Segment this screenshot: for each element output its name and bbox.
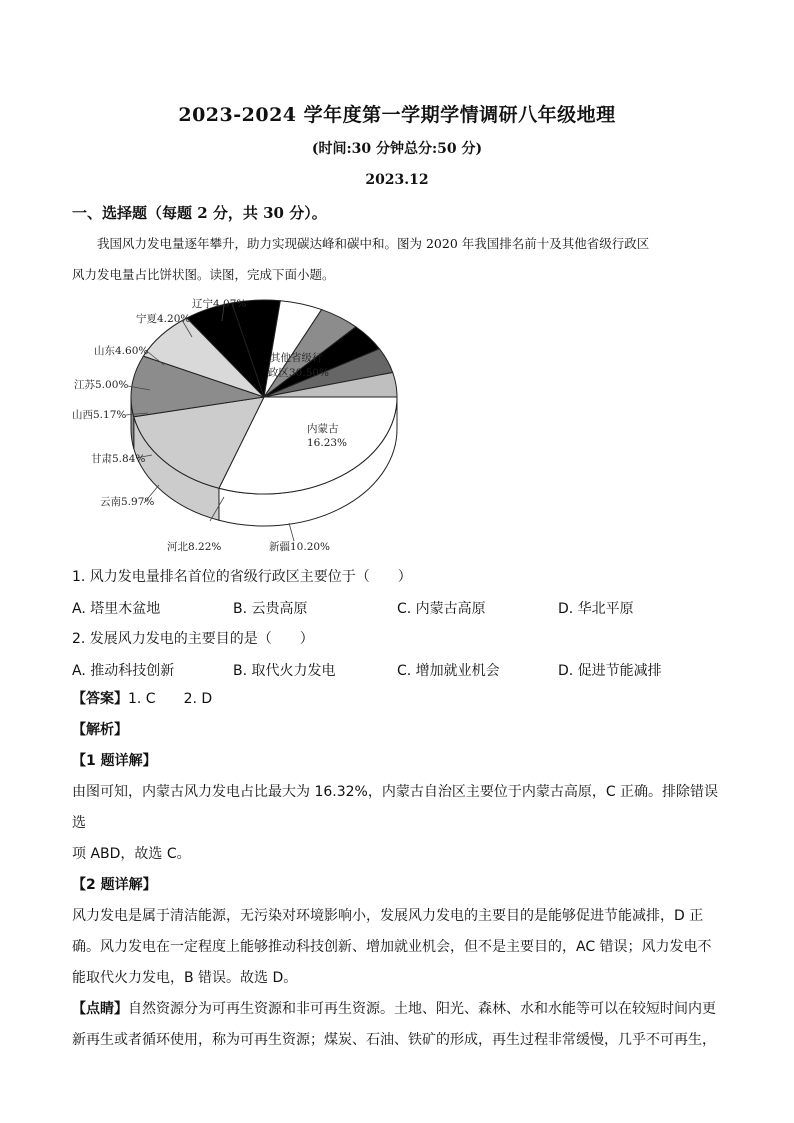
q1-option-b[interactable]: B. 云贵高原 <box>233 601 308 617</box>
exam-time-info: (时间:30 分钟总分:50 分) <box>311 141 483 157</box>
page-title: 2023-2024 学年度第一学期学情调研八年级地理 <box>178 104 616 126</box>
label-shanxi: 山西5.17% <box>72 409 127 421</box>
tip-text-1: 自然资源分为可再生资源和非可再生资源。土地、阳光、森林、水和水能等可以在较短时间内更 <box>128 1001 716 1017</box>
detail-1-line-1: 由图可知，内蒙古风力发电占比最大为 16.32%，内蒙古自治区主要位于内蒙古高原，C 正确。排除错误选 <box>72 784 719 831</box>
q1-option-a[interactable]: A. 塔里木盆地 <box>72 601 161 617</box>
detail-1-line-2: 项 ABD，故选 C。 <box>72 846 191 862</box>
detail-2-line-3: 能取代火力发电，B 错误。故选 D。 <box>72 970 298 986</box>
detail-2-line-2: 确。风力发电在一定程度上能够推动科技创新、增加就业机会，但不是主要目的，AC 错误；风力发电不 <box>72 939 712 955</box>
tip-line-2: 新再生或者循环使用，称为可再生资源；煤炭、石油、铁矿的形成，再生过程非常缓慢，几乎不可再生， <box>72 1032 716 1048</box>
answer-analysis-block <box>72 684 724 1056</box>
label-nmg-line2: 16.23% <box>307 437 348 449</box>
q2-option-b[interactable]: B. 取代火力发电 <box>233 663 336 679</box>
q2-option-c[interactable]: C. 增加就业机会 <box>397 663 500 679</box>
section-heading: 一、选择题（每题 2 分，共 30 分）。 <box>72 204 327 222</box>
q1-option-d[interactable]: D. 华北平原 <box>558 601 634 617</box>
intro-line-2: 风力发电量占比饼状图。读图，完成下面小题。 <box>72 267 335 282</box>
label-nmg-line1: 内蒙古 <box>307 423 339 435</box>
label-jiangsu: 江苏5.00% <box>74 379 129 391</box>
exam-date: 2023.12 <box>365 172 429 188</box>
answer-text: 1. C 2. D <box>128 691 213 707</box>
label-xinjiang: 新疆10.20% <box>269 541 331 553</box>
label-hebei: 河北8.22% <box>167 541 222 553</box>
answer-tag: 【答案】 <box>72 691 128 707</box>
q2-option-d[interactable]: D. 促进节能减排 <box>558 663 662 679</box>
leader-line-新疆 <box>289 523 294 541</box>
label-liaoning: 辽宁4.07% <box>192 298 247 310</box>
q2-option-a[interactable]: A. 推动科技创新 <box>72 663 175 679</box>
tip-tag: 【点睛】 <box>72 1001 128 1017</box>
tip-line-1 <box>72 994 724 1025</box>
answer-line <box>72 684 724 715</box>
question-1-stem: 1. 风力发电量排名首位的省级行政区主要位于（ ） <box>72 569 412 585</box>
analysis-tag: 【解析】 <box>72 722 128 738</box>
label-shandong: 山东4.60% <box>94 345 149 357</box>
detail-2-tag: 【2 题详解】 <box>72 877 157 893</box>
label-other-line1: 其他省级行 <box>270 352 323 364</box>
wind-power-pie-chart <box>64 285 424 560</box>
detail-1-tag: 【1 题详解】 <box>72 753 157 769</box>
label-yunnan: 云南5.97% <box>100 496 155 508</box>
label-other-line2: 政区30.50% <box>268 367 330 379</box>
question-intro <box>72 228 722 290</box>
detail-2-line-1: 风力发电是属于清洁能源，无污染对环境影响小，发展风力发电的主要目的是能够促进节能减排，D 正 <box>72 908 704 924</box>
q1-option-c[interactable]: C. 内蒙古高原 <box>397 601 486 617</box>
question-2-stem: 2. 发展风力发电的主要目的是（ ） <box>72 631 314 647</box>
pie-top-layer <box>131 300 397 494</box>
label-ningxia: 宁夏4.20% <box>136 313 191 325</box>
label-gansu: 甘肃5.84% <box>91 453 146 465</box>
intro-line-1: 我国风力发电量逐年攀升，助力实现碳达峰和碳中和。图为 2020 年我国排名前十及其他省级行政区 <box>97 236 650 251</box>
